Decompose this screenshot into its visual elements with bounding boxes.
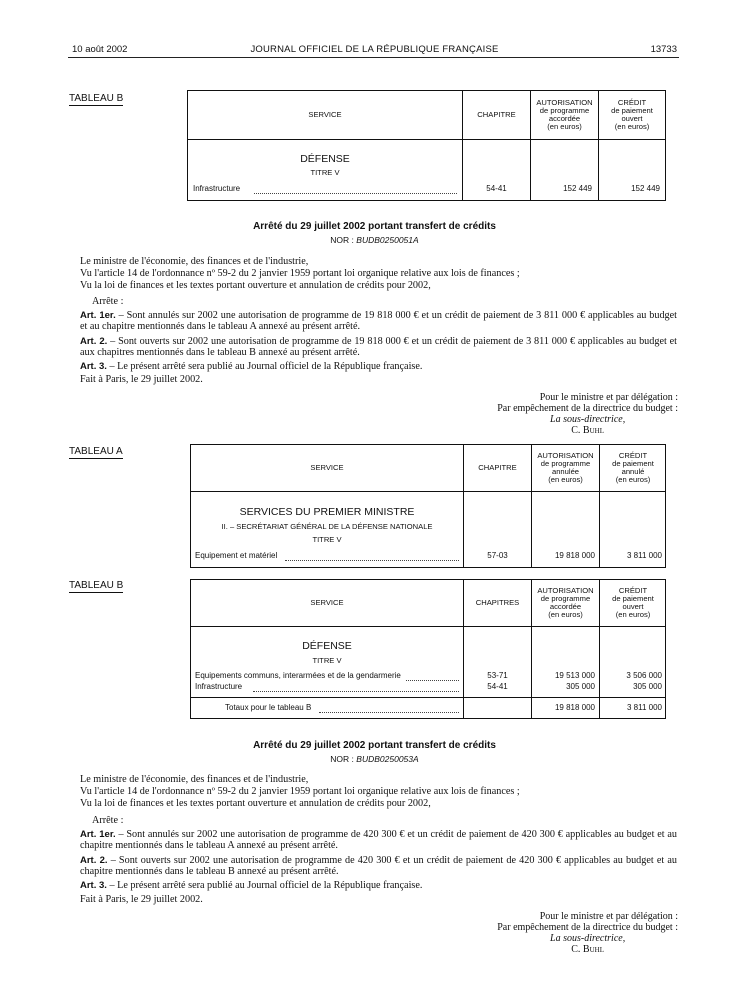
section-subtitle: II. – SECRÉTARIAT GÉNÉRAL DE LA DÉFENSE NATIONALE — [221, 522, 433, 531]
totals-credit: 3 811 000 — [627, 703, 662, 712]
row-label: Equipement et matériel — [195, 551, 278, 560]
col-chapitre-header: CHAPITRE — [477, 110, 516, 120]
row-label: Infrastructure — [195, 682, 243, 691]
fait-a: Fait à Paris, le 29 juillet 2002. — [80, 894, 203, 905]
table-b-second — [190, 579, 666, 719]
article-1: Art. 1er. – Sont annulés sur 2002 une autorisation de programme de 420 300 € et un crédit de paiement de 420 300 € applicables au budget et au chapitre mentionnés dans le tableau A annexé au présent arrêté. — [80, 829, 677, 851]
row-chapitre: 57-03 — [487, 551, 508, 560]
nor-reference: NOR : BUDB0250053A — [330, 754, 419, 764]
article-3: Art. 3. – Le présent arrêté sera publié au Journal officiel de la République française. — [80, 880, 423, 891]
totals-rule — [191, 697, 665, 698]
considerant: Vu l'article 14 de l'ordonnance nº 59-2 du 2 janvier 1959 portant loi organique relative aux lois de finances ; — [80, 268, 520, 279]
section-subtitle: TITRE V — [310, 168, 340, 177]
header-rule — [68, 57, 679, 58]
col-autorisation-header: AUTORISATION de programme annulée (en euros) — [537, 451, 594, 484]
considerant: Vu l'article 14 de l'ordonnance nº 59-2 du 2 janvier 1959 portant loi organique relative aux lois de finances ; — [80, 786, 520, 797]
row-label: Equipements communs, interarmées et de la gendarmerie — [195, 671, 401, 680]
col-autorisation-header: AUTORISATION de programme accordée (en euros) — [536, 98, 593, 131]
considerant: Vu la loi de finances et les textes portant ouverture et annulation de crédits pour 2002, — [80, 280, 431, 291]
col-service-header: SERVICE — [308, 110, 342, 120]
arrete-title: Arrêté du 29 juillet 2002 portant transfert de crédits — [253, 740, 496, 751]
row-chapitre: 54-41 — [486, 184, 507, 193]
row-chapitre: 54-41 — [487, 682, 508, 691]
col-chapitre-header: CHAPITRE — [478, 463, 517, 473]
row-credit: 3 811 000 — [627, 551, 662, 560]
article-3: Art. 3. – Le présent arrêté sera publié au Journal officiel de la République française. — [80, 361, 423, 372]
row-credit: 305 000 — [633, 682, 662, 691]
row-autorisation: 19 513 000 — [554, 671, 595, 680]
col-autorisation-header: AUTORISATION de programme accordée (en euros) — [537, 586, 594, 619]
totals-label: Totaux pour le tableau B — [225, 703, 312, 712]
considerant: Le ministre de l'économie, des finances et de l'industrie, — [80, 256, 309, 267]
table-b-top — [187, 90, 666, 201]
considerant: Le ministre de l'économie, des finances et de l'industrie, — [80, 774, 309, 785]
col-credit-header: CRÉDIT de paiement annulé (en euros) — [612, 451, 654, 484]
col-chapitre-header: CHAPITRES — [475, 598, 520, 608]
row-chapitre: 53-71 — [487, 671, 508, 680]
arrete-word: Arrête : — [92, 815, 124, 826]
article-2: Art. 2. – Sont ouverts sur 2002 une autorisation de programme de 19 818 000 € et un crédit de paiement de 3 811 000 € applicables au budget et aux chapitres mentionnés dans le tableau B annexé au présent arrêté. — [80, 336, 678, 358]
section-subtitle: TITRE V — [312, 535, 342, 544]
arrete-title: Arrêté du 29 juillet 2002 portant transfert de crédits — [253, 221, 496, 232]
row-autorisation: 19 818 000 — [554, 551, 595, 560]
header-date: 10 août 2002 — [72, 44, 128, 55]
header-page-number: 13733 — [650, 44, 677, 55]
signature-block: Pour le ministre et par délégation : Par empêchement de la directrice du budget : La sous-directrice, C. Buhl — [497, 911, 678, 955]
fait-a: Fait à Paris, le 29 juillet 2002. — [80, 374, 203, 385]
nor-reference: NOR : BUDB0250051A — [330, 235, 419, 245]
col-credit-header: CRÉDIT de paiement ouvert (en euros) — [611, 98, 653, 131]
article-1: Art. 1er. – Sont annulés sur 2002 une autorisation de programme de 19 818 000 € et un crédit de paiement de 3 811 000 € applicables au budget et au chapitre mentionnés dans le tableau A annexé au présent arrêté. — [80, 310, 677, 332]
signature-block: Pour le ministre et par délégation : Par empêchement de la directrice du budget : La sous-directrice, C. Buhl — [497, 392, 678, 436]
row-label: Infrastructure — [193, 184, 241, 193]
arrete-word: Arrête : — [92, 296, 124, 307]
row-autorisation: 305 000 — [566, 682, 595, 691]
totals-autorisation: 19 818 000 — [554, 703, 595, 712]
table-label: TABLEAU B — [69, 93, 124, 104]
table-label: TABLEAU B — [69, 580, 124, 591]
col-service-header: SERVICE — [310, 598, 344, 608]
col-credit-header: CRÉDIT de paiement ouvert (en euros) — [612, 586, 654, 619]
table-a — [190, 444, 666, 568]
article-2: Art. 2. – Sont ouverts sur 2002 une autorisation de programme de 420 300 € et un crédit de paiement de 420 300 € applicables au budget et au chapitre mentionnés dans le tableau B annexé au présent arrêté. — [80, 855, 677, 877]
header-journal-title: JOURNAL OFFICIEL DE LA RÉPUBLIQUE FRANÇAISE — [250, 44, 499, 55]
section-subtitle: TITRE V — [312, 656, 342, 665]
row-credit: 3 506 000 — [626, 671, 662, 680]
section-title: SERVICES DU PREMIER MINISTRE — [239, 506, 415, 518]
col-service-header: SERVICE — [310, 463, 344, 473]
section-title: DÉFENSE — [300, 153, 350, 165]
row-credit: 152 449 — [631, 184, 660, 193]
table-label: TABLEAU A — [69, 446, 123, 457]
section-title: DÉFENSE — [302, 640, 352, 652]
considerant: Vu la loi de finances et les textes portant ouverture et annulation de crédits pour 2002, — [80, 798, 431, 809]
row-autorisation: 152 449 — [563, 184, 592, 193]
